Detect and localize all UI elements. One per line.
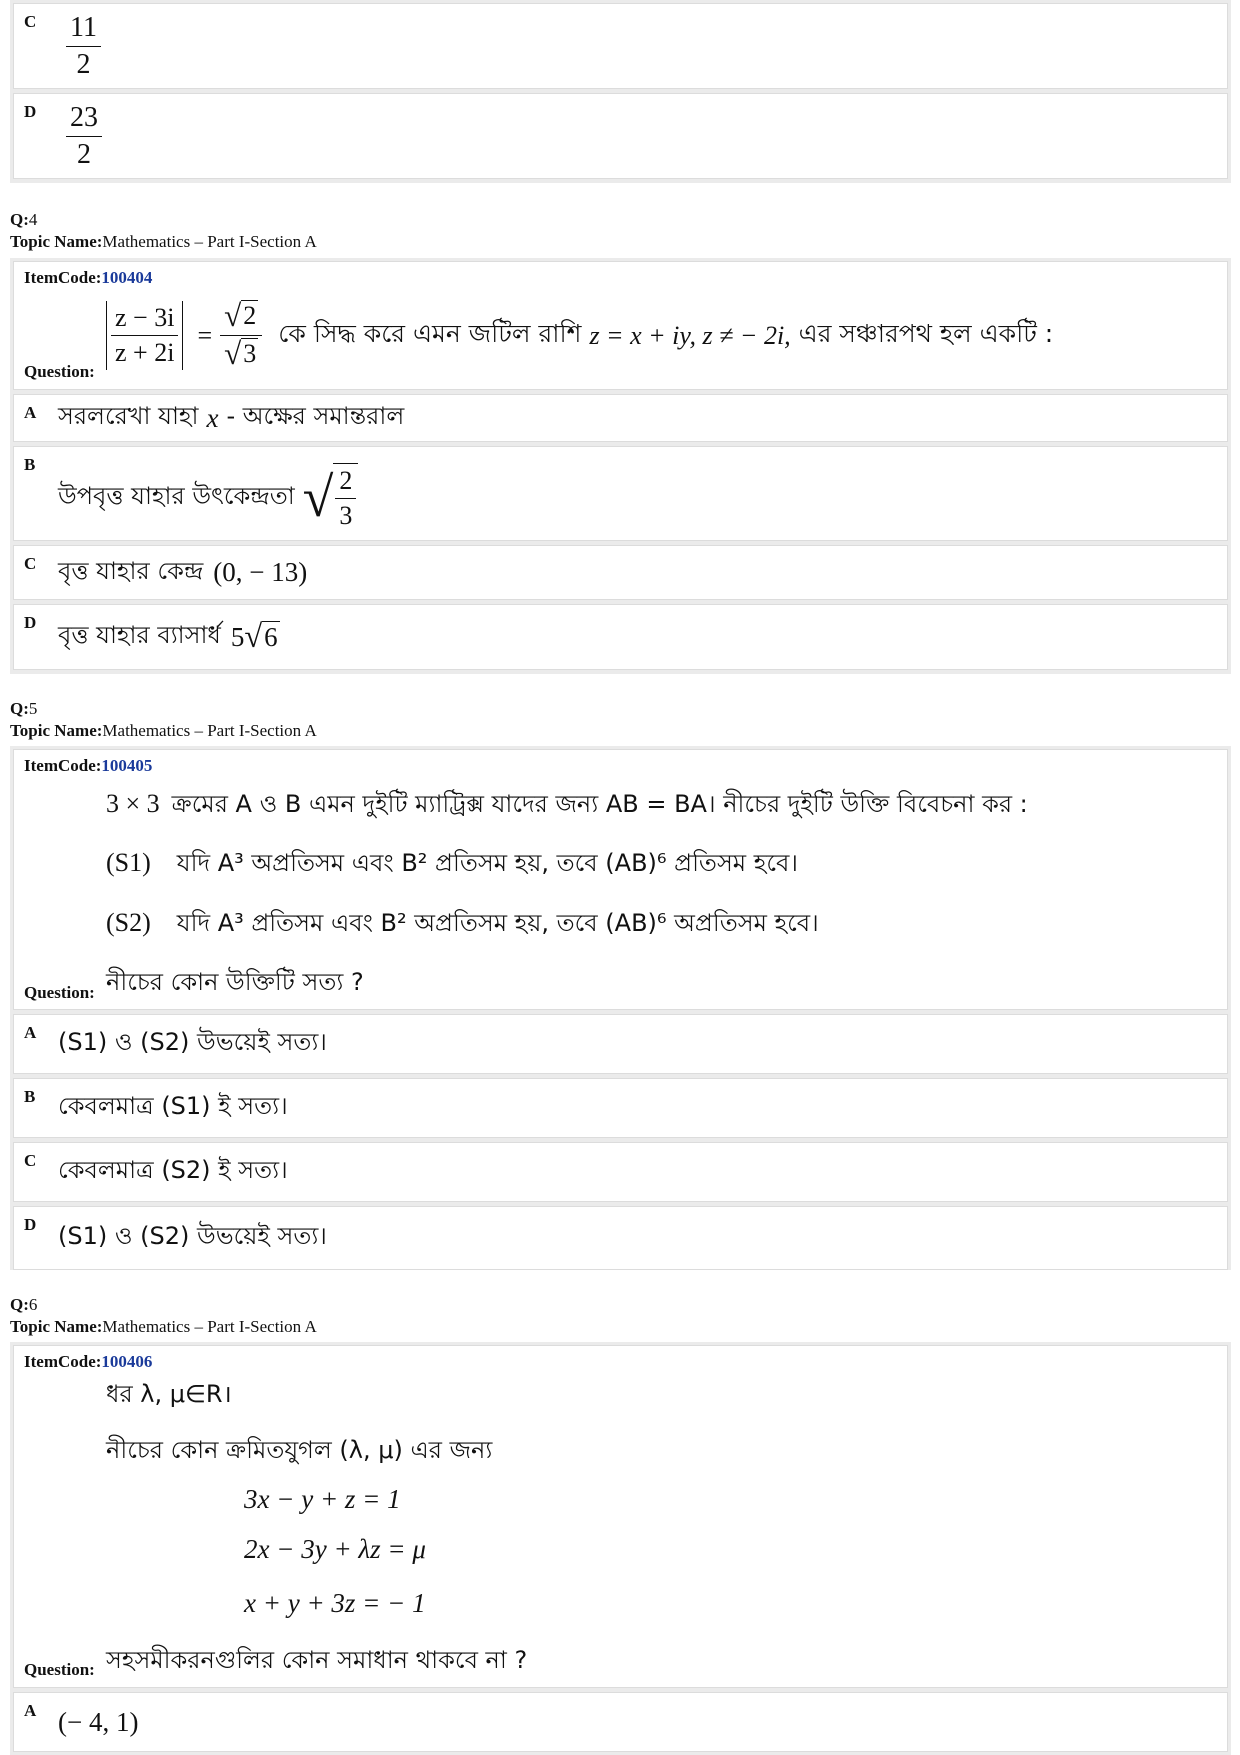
option-row-a[interactable]: A সরলরেখা যাহা x - অক্ষের সমান্তরাল — [13, 394, 1228, 442]
statement-s1: (S1) যদি A³ অপ্রতিসম এবং B² প্রতিসম হয়, তবে (AB)⁶ প্রতিসম হবে। — [106, 848, 798, 877]
question-number: 5 — [28, 699, 38, 718]
option-row-b[interactable]: B কেবলমাত্র (S1) ই সত্য। — [13, 1078, 1228, 1138]
question-header: Q:6 Topic Name:Mathematics – Part I-Section A — [10, 1295, 317, 1336]
question-expression: $\frac{z - 3i}{z + 2i}$ = √ 2 √ 3 কে সিদ্ধ করে এমন জটিল রাশি z = x + iy, z ≠ − 2i, এর সঞ্চারপথ হল একটি : — [106, 300, 1053, 371]
question-label: Question: — [24, 983, 95, 1002]
topic-name: Mathematics – Part I-Section A — [102, 721, 317, 740]
question-ask: নীচের কোন উক্তিটি সত্য ? — [106, 968, 364, 996]
option-row-d[interactable] — [13, 93, 1228, 179]
option-row-d[interactable]: D (S1) ও (S2) উভয়েই সত্য। — [13, 1206, 1228, 1270]
option-row-d[interactable]: D বৃত্ত যাহার ব্যাসার্ধ 5 √ 6 — [13, 604, 1228, 670]
q6-box — [10, 1342, 1231, 1755]
option-fraction: $\frac{23}{2}$ — [66, 94, 102, 178]
topic-name: Mathematics – Part I-Section A — [102, 1317, 317, 1336]
option-row-c[interactable]: C বৃত্ত যাহার কেন্দ্র (0, − 13) — [13, 545, 1228, 600]
itemcode: ItemCode:100405 — [24, 756, 153, 775]
option-letter: D — [24, 102, 37, 121]
question-row — [13, 261, 1228, 390]
option-fraction: $\frac{11}{2}$ — [66, 4, 101, 88]
itemcode: ItemCode:100404 — [24, 268, 153, 287]
question-line-1: ধর λ, μ∈R। — [106, 1380, 232, 1408]
q3-options-box — [10, 0, 1231, 183]
question-row — [13, 1345, 1228, 1688]
option-row-b[interactable]: B উপবৃত্ত যাহার উৎকেন্দ্রতা √ $\frac{2}{3}$ — [13, 446, 1228, 541]
option-row-a[interactable]: A (− 4, 1) — [13, 1692, 1228, 1752]
question-ask: সহসমীকরনগুলির কোন সমাধান থাকবে না ? — [106, 1646, 528, 1674]
equation-1: 3x − y + z = 1 — [244, 1484, 401, 1514]
option-letter: C — [24, 12, 37, 31]
topic-name: Mathematics – Part I-Section A — [102, 232, 317, 251]
statement-s2: (S2) যদি A³ প্রতিসম এবং B² অপ্রতিসম হয়, তবে (AB)⁶ অপ্রতিসম হবে। — [106, 908, 819, 937]
option-row-c[interactable]: C কেবলমাত্র (S2) ই সত্য। — [13, 1142, 1228, 1202]
question-number: 6 — [28, 1295, 38, 1314]
option-row-c[interactable] — [13, 3, 1228, 89]
question-label: Question: — [24, 362, 95, 381]
itemcode: ItemCode:100406 — [24, 1352, 153, 1371]
question-label: Question: — [24, 1660, 95, 1679]
question-number: 4 — [28, 210, 38, 229]
question-header: Q:5 Topic Name:Mathematics – Part I-Section A — [10, 699, 317, 740]
equation-2: 2x − 3y + λz = μ — [244, 1534, 426, 1564]
question-line-1: 3 × 3 ক্রমের A ও B এমন দুইটি ম্যাট্রিক্স যাদের জন্য AB = BA। নীচের দুইটি উক্তি বিবেচনা কর : — [106, 789, 1028, 818]
equation-3: x + y + 3z = − 1 — [244, 1588, 426, 1618]
option-row-a[interactable]: A (S1) ও (S2) উভয়েই সত্য। — [13, 1014, 1228, 1074]
question-row — [13, 749, 1228, 1010]
question-header: Q:4 Topic Name:Mathematics – Part I-Section A — [10, 210, 317, 251]
question-line-2: নীচের কোন ক্রমিতযুগল (λ, μ) এর জন্য — [106, 1436, 493, 1464]
q4-box — [10, 258, 1231, 674]
q5-box — [10, 746, 1231, 1270]
